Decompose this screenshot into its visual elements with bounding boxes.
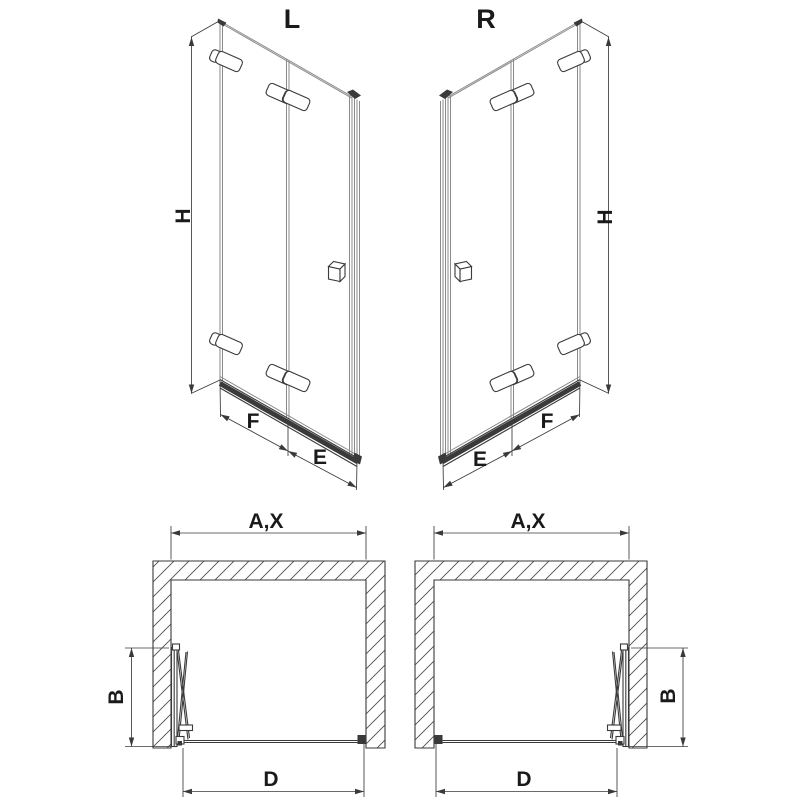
- dim-label-height-left: H: [172, 208, 195, 224]
- variant-label-left: L: [283, 4, 301, 34]
- dim-label-entry-left: D: [263, 768, 279, 791]
- dim-label-height-right: H: [594, 209, 617, 225]
- variant-label-right: R: [476, 4, 496, 34]
- dim-label-panel-f-left: F: [246, 410, 260, 433]
- dim-label-depth-left: B: [105, 689, 128, 705]
- drawing-geometry: [125, 19, 688, 798]
- dim-label-panel-e-left: E: [312, 446, 328, 469]
- dim-label-entry-right: D: [516, 768, 532, 791]
- door-view-left: [189, 19, 362, 491]
- dim-label-panel-e-right: E: [472, 448, 488, 471]
- door-view-right: [438, 19, 611, 491]
- dim-label-panel-f-right: F: [540, 410, 554, 433]
- dim-label-opening-right: A,X: [510, 510, 546, 533]
- plan-view-left: [125, 526, 385, 797]
- dim-label-depth-right: B: [657, 688, 680, 704]
- plan-view-right: [415, 526, 688, 797]
- dim-label-opening-left: A,X: [248, 510, 284, 533]
